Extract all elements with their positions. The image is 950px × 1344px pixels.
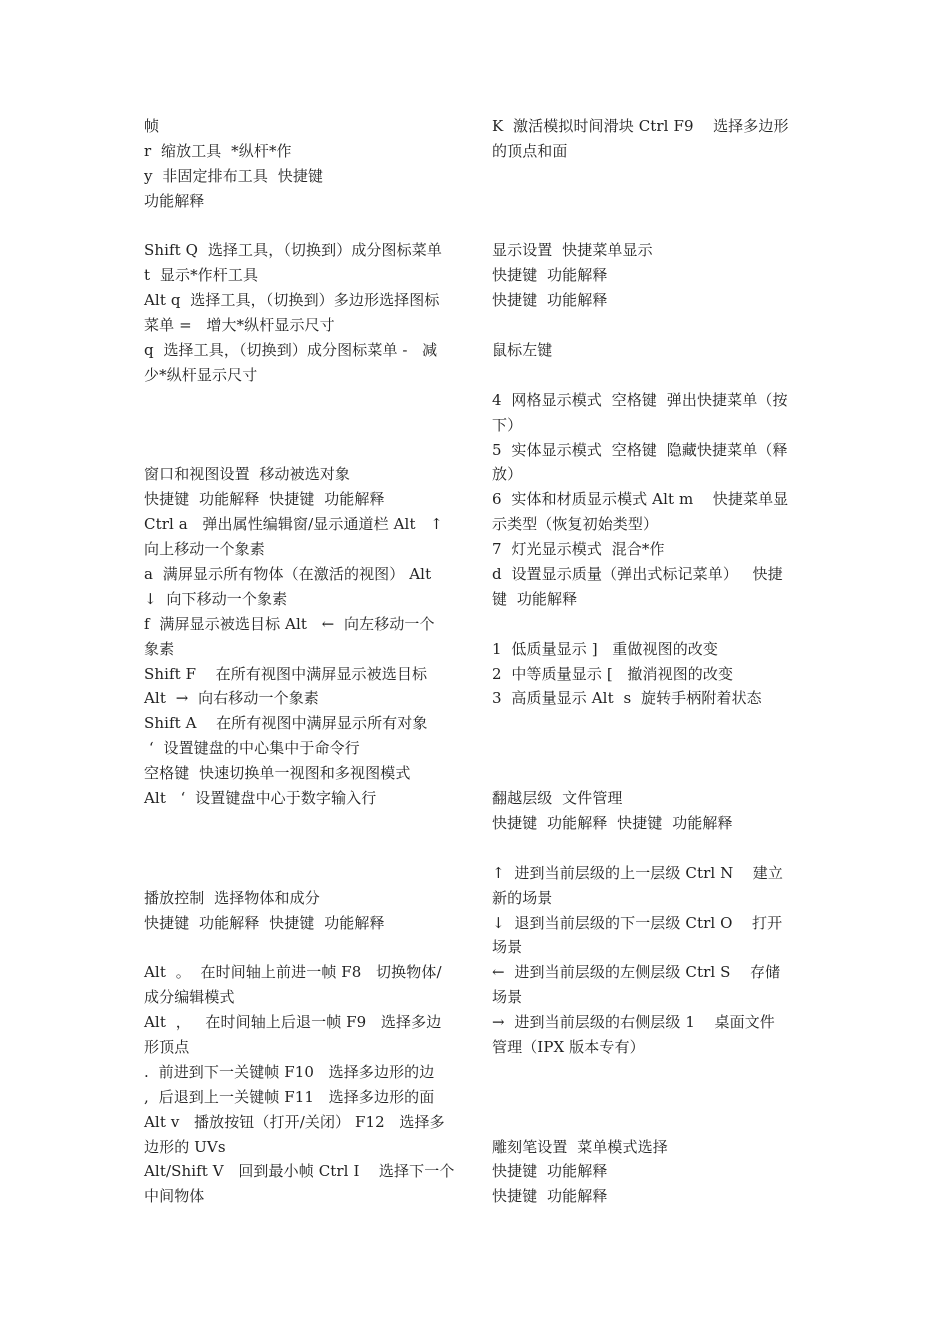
left-blank-line [144, 935, 462, 960]
left-blank-line [144, 388, 462, 413]
left-column [144, 114, 462, 1209]
left-text-line: t 显示*作杆工具 [144, 266, 259, 285]
right-blank-line [492, 711, 810, 736]
right-text-line: 新的场景 [492, 888, 553, 907]
right-text-line: 5 实体显示模式 空格键 隐藏快捷菜单（释 [492, 440, 788, 459]
right-text-line: 快捷键 功能解释 [492, 1187, 608, 1206]
left-text-line: 少*纵杆显示尺寸 [144, 365, 258, 384]
left-text-line: ‘ 设置键盘的中心集中于命令行 [144, 739, 360, 758]
left-text-line: r 缩放工具 *纵杆*作 [144, 141, 292, 160]
left-text-line: Alt/Shift V 回到最小帧 Ctrl I 选择下一个 [144, 1162, 455, 1181]
right-text-line: ← 进到当前层级的左侧层级 Ctrl S 存储 [492, 963, 781, 982]
left-text-line: , 后退到上一关键帧 F11 选择多边形的面 [144, 1087, 435, 1106]
left-text-line: f 满屏显示被选目标 Alt ← 向左移动一个 [144, 614, 435, 633]
right-text-line: 场景 [492, 988, 523, 1007]
right-column [492, 114, 810, 1209]
right-text-line: 键 功能解释 [492, 589, 578, 608]
right-text-line: 7 灯光显示模式 混合*作 [492, 540, 665, 559]
left-text-line: 中间物体 [144, 1187, 205, 1206]
right-text-line: K 激活模拟时间滑块 Ctrl F9 选择多边形 [492, 117, 789, 135]
left-blank-line [144, 214, 462, 239]
right-blank-line [492, 1060, 810, 1085]
left-text-line: a 满屏显示所有物体（在激活的视图） Alt [144, 565, 432, 584]
left-text-line: ↓ 向下移动一个象素 [144, 589, 288, 608]
right-text-line: 快捷键 功能解释 [492, 266, 608, 285]
right-text-line: 快捷键 功能解释 [492, 291, 608, 310]
right-blank-line [492, 189, 810, 214]
left-text-line: 形顶点 [144, 1037, 190, 1056]
right-text-line: 下） [492, 415, 523, 434]
left-text-line: Alt → 向右移动一个象素 [144, 689, 319, 708]
right-text-line: 翻越层级 文件管理 [492, 789, 623, 808]
right-blank-line [492, 164, 810, 189]
left-text-line: 象素 [144, 639, 175, 658]
left-text-line: Alt ， 在时间轴上后退一帧 F9 选择多边 [144, 1013, 442, 1032]
right-text-line: → 进到当前层级的右侧层级 1 桌面文件 [492, 1013, 775, 1032]
left-text-line: Alt ‘ 设置键盘中心于数字输入行 [144, 789, 377, 808]
left-text-line: y 非固定排布工具 快捷键 [144, 166, 324, 185]
right-text-line: 显示设置 快捷菜单显示 [492, 241, 653, 260]
left-text-line: 成分编辑模式 [144, 988, 235, 1007]
left-text-line: Alt v 播放按钮（打开/关闭） F12 选择多 [144, 1112, 445, 1131]
left-text-line: . 前进到下一关键帧 F10 选择多边形的边 [144, 1062, 435, 1081]
right-blank-line [492, 836, 810, 861]
left-text-line: Alt 。 在时间轴上前进一帧 F8 切换物体/ [144, 963, 442, 982]
left-text-line: 菜单 = 增大*纵杆显示尺寸 [144, 316, 335, 335]
left-blank-line [144, 438, 462, 463]
right-text-line: 鼠标左键 [492, 341, 553, 360]
left-text-line: 播放控制 选择物体和成分 [144, 888, 320, 907]
right-text-line: 管理（IPX 版本专有） [492, 1037, 645, 1056]
right-text-line: ↓ 退到当前层级的下一层级 Ctrl O 打开 [492, 913, 783, 932]
right-blank-line [492, 1085, 810, 1110]
right-blank-line [492, 313, 810, 338]
right-blank-line [492, 736, 810, 761]
right-text-line: 快捷键 功能解释 [492, 1162, 608, 1181]
right-text-line: 放） [492, 465, 523, 484]
left-text-line: 窗口和视图设置 移动被选对象 [144, 465, 351, 484]
left-blank-line [144, 413, 462, 438]
left-text-line: Shift Q 选择工具，（切换到）成分图标菜单 [144, 241, 442, 260]
left-text-line: Alt q 选择工具，（切换到）多边形选择图标 [144, 291, 440, 310]
right-text-line: 4 网格显示模式 空格键 弹出快捷菜单（按 [492, 390, 788, 409]
right-text-line: 6 实体和材质显示模式 Alt m 快捷菜单显 [492, 490, 789, 509]
left-blank-line [144, 811, 462, 836]
left-text-line: 帧 [144, 117, 160, 135]
right-text-line: 2 中等质量显示 [ 撤消视图的改变 [492, 664, 734, 683]
left-text-line: 功能解释 [144, 191, 205, 210]
right-text-line: 示类型（恢复初始类型） [492, 515, 659, 534]
right-blank-line [492, 1110, 810, 1135]
left-text-line: q 选择工具，（切换到）成分图标菜单 - 减 [144, 341, 438, 360]
right-text-line: 雕刻笔设置 菜单模式选择 [492, 1137, 668, 1156]
right-text-line: 3 高质量显示 Alt s 旋转手柄附着状态 [492, 689, 762, 708]
right-text-line: 快捷键 功能解释 快捷键 功能解释 [492, 813, 733, 832]
left-text-line: Ctrl a 弹出属性编辑窗/显示通道栏 Alt ↑ [144, 515, 443, 534]
left-text-line: 向上移动一个象素 [144, 540, 265, 559]
right-blank-line [492, 761, 810, 786]
right-blank-line [492, 612, 810, 637]
left-text-line: Shift A 在所有视图中满屏显示所有对象 [144, 714, 428, 733]
right-text-line: ↑ 进到当前层级的上一层级 Ctrl N 建立 [492, 863, 784, 882]
right-text-line: d 设置显示质量（弹出式标记菜单） 快捷 [492, 565, 783, 584]
right-blank-line [492, 214, 810, 239]
right-text-line: 的顶点和面 [492, 141, 568, 160]
right-blank-line [492, 363, 810, 388]
left-blank-line [144, 861, 462, 886]
right-text-line: 1 低质量显示 ] 重做视图的改变 [492, 639, 719, 658]
left-blank-line [144, 836, 462, 861]
left-text-line: 快捷键 功能解释 快捷键 功能解释 [144, 913, 385, 932]
left-text-line: 快捷键 功能解释 快捷键 功能解释 [144, 490, 385, 509]
left-text-line: 边形的 UVs [144, 1137, 226, 1156]
left-text-line: 空格键 快速切换单一视图和多视图模式 [144, 764, 411, 783]
right-text-line: 场景 [492, 938, 523, 957]
left-text-line: Shift F 在所有视图中满屏显示被选目标 [144, 664, 428, 683]
